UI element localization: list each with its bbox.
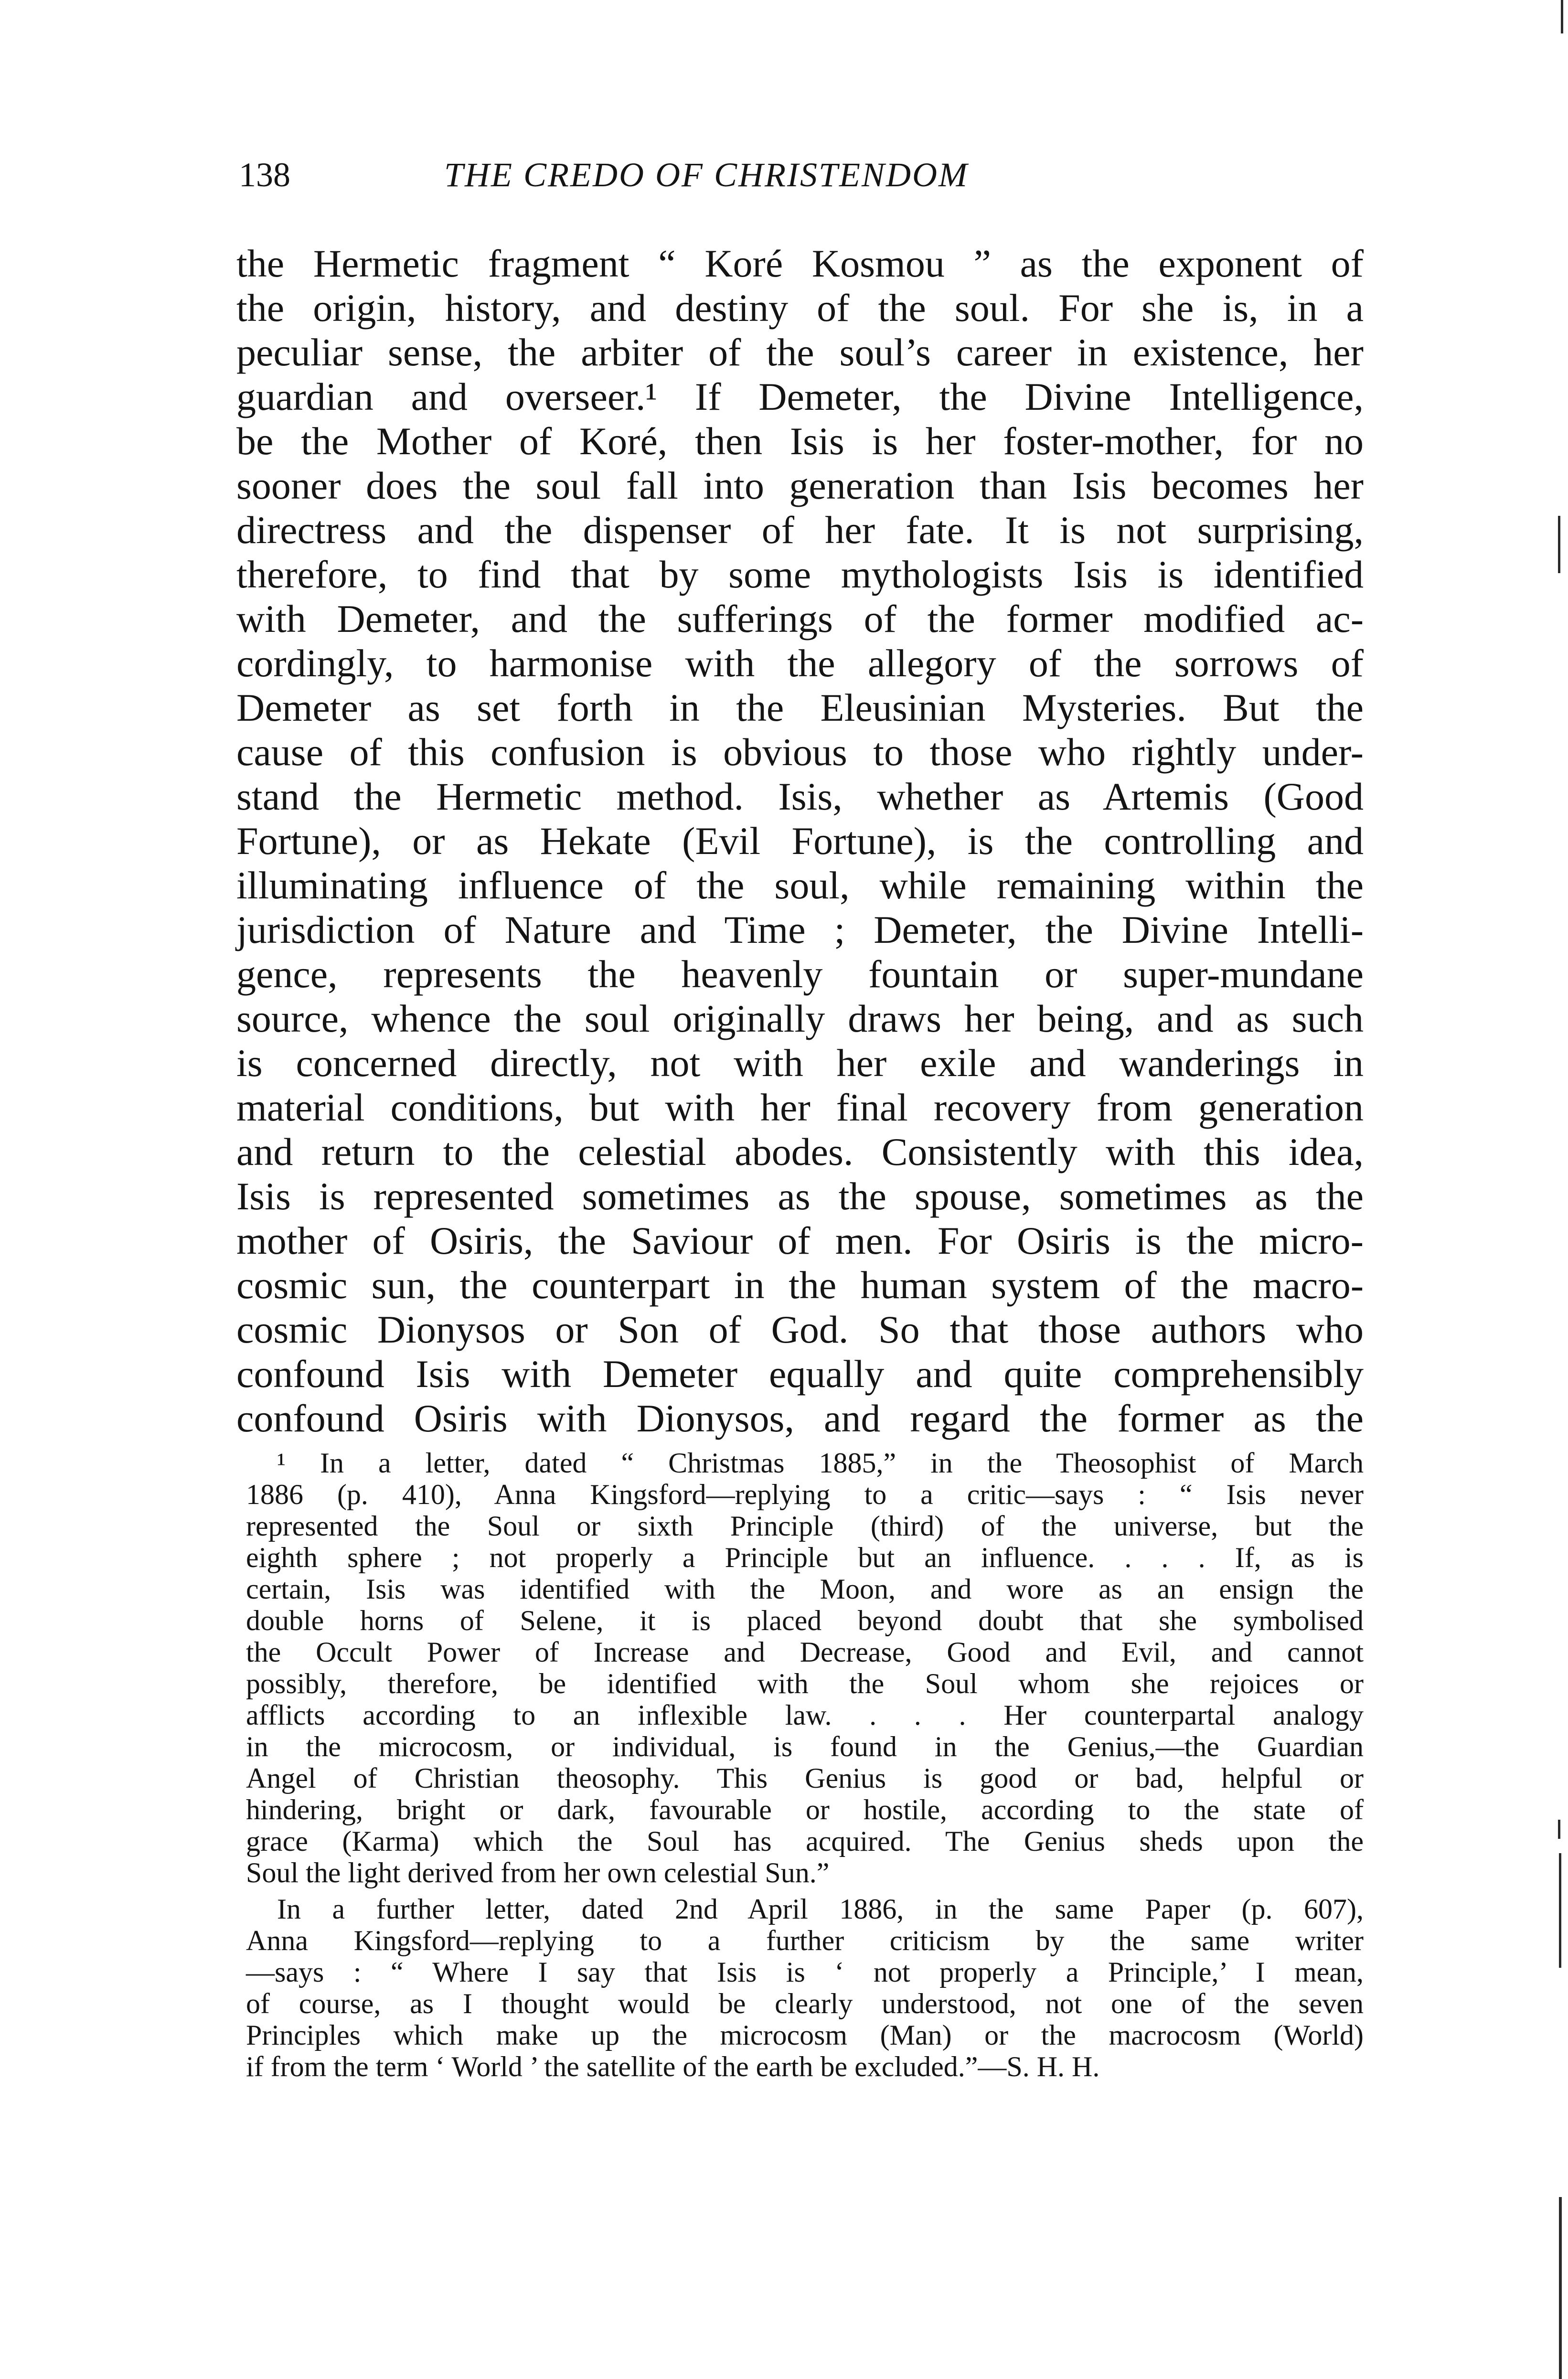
body-line: source, whence the soul originally draws her being, and as such [236,997,1364,1040]
footnote-line: the Occult Power of Increase and Decrease, Good and Evil, and cannot [246,1636,1364,1668]
footnote-1 [246,1447,1364,1888]
scan-mark [1558,516,1560,573]
body-line: with Demeter, and the sufferings of the former modified ac- [236,597,1364,640]
running-title: THE CREDO OF CHRISTENDOM [444,156,969,194]
footnote-line: hindering, bright or dark, favourable or hostile, according to the state of [246,1794,1364,1825]
body-line: mother of Osiris, the Saviour of men. For Osiris is the micro- [236,1219,1364,1262]
footnote-line: double horns of Selene, it is placed beyond doubt that she symbolised [246,1605,1364,1636]
footnote-line: of course, as I thought would be clearly understood, not one of the seven [246,1988,1364,2019]
body-line: stand the Hermetic method. Isis, whether as Artemis (Good [236,775,1364,818]
body-line: be the Mother of Koré, then Isis is her foster-mother, for no [236,419,1364,463]
body-line: cordingly, to harmonise with the allegory of the sorrows of [236,641,1364,685]
body-line: directress and the dispenser of her fate. It is not surprising, [236,508,1364,552]
footnote-line: In a further letter, dated 2nd April 1886, in the same Paper (p. 607), [277,1893,1364,1925]
footnote-continuation [246,1893,1364,2082]
scan-mark [1559,1853,1561,1968]
footnote-line: —says : “ Where I say that Isis is ‘ not properly a Principle,’ I mean, [246,1956,1364,1988]
body-line: illuminating influence of the soul, while remaining within the [236,864,1364,907]
body-line: the origin, history, and destiny of the soul. For she is, in a [236,286,1364,330]
scan-mark [1561,0,1563,33]
body-line: confound Isis with Demeter equally and quite comprehensibly [236,1352,1364,1396]
footnote-line: ¹ In a letter, dated “ Christmas 1885,” in the Theosophist of March [277,1447,1364,1479]
body-text [236,241,1364,1440]
body-line: guardian and overseer.¹ If Demeter, the Divine Intelligence, [236,375,1364,418]
body-line: material conditions, but with her final recovery from generation [236,1086,1364,1129]
body-line: cosmic Dionysos or Son of God. So that those authors who [236,1308,1364,1351]
body-line: is concerned directly, not with her exile and wanderings in [236,1041,1364,1085]
body-line: Demeter as set forth in the Eleusinian Mysteries. But the [236,686,1364,729]
body-line: cosmic sun, the counterpart in the human system of the macro- [236,1263,1364,1307]
footnote-line: Anna Kingsford—replying to a further criticism by the same writer [246,1925,1364,1956]
body-line: Fortune), or as Hekate (Evil Fortune), is the controlling and [236,819,1364,863]
body-line: therefore, to find that by some mythologists Isis is identified [236,553,1364,596]
footnotes [246,1447,1364,2082]
body-line: peculiar sense, the arbiter of the soul’s career in existence, her [236,331,1364,374]
footnote-line: represented the Soul or sixth Principle (third) of the universe, but the [246,1510,1364,1542]
body-line: sooner does the soul fall into generation than Isis becomes her [236,464,1364,507]
footnote-line: eighth sphere ; not properly a Principle but an influence. . . . If, as is [246,1542,1364,1573]
footnote-line: Principles which make up the microcosm (Man) or the macrocosm (World) [246,2019,1364,2051]
scan-mark [1558,1820,1560,1839]
footnote-line: Soul the light derived from her own celestial Sun.” [246,1857,830,1888]
body-line: the Hermetic fragment “ Koré Kosmou ” as the exponent of [236,242,1364,285]
body-line: jurisdiction of Nature and Time ; Demeter, the Divine Intelli- [236,908,1364,951]
body-line: Isis is represented sometimes as the spouse, sometimes as the [236,1174,1364,1218]
footnote-line: in the microcosm, or individual, is found in the Genius,—the Guardian [246,1731,1364,1762]
footnote-line: afflicts according to an inflexible law. . . . Her counterpartal analogy [246,1699,1364,1731]
footnote-line: Angel of Christian theosophy. This Genius is good or bad, helpful or [246,1762,1364,1794]
footnote-spacer [246,1888,1364,1893]
footnote-line: if from the term ‘ World ’ the satellite of the earth be excluded.”—S. H. H. [246,2051,1100,2082]
page-number: 138 [239,156,290,194]
body-line: gence, represents the heavenly fountain or super-mundane [236,952,1364,996]
footnote-line: 1886 (p. 410), Anna Kingsford—replying to a critic—says : “ Isis never [246,1479,1364,1510]
scan-mark [1559,2197,1562,2379]
footnote-line: possibly, therefore, be identified with the Soul whom she rejoices or [246,1668,1364,1699]
footnote-line: grace (Karma) which the Soul has acquired. The Genius sheds upon the [246,1825,1364,1857]
footnote-line: certain, Isis was identified with the Moon, and wore as an ensign the [246,1573,1364,1605]
body-line: cause of this confusion is obvious to those who rightly under- [236,730,1364,774]
body-line: confound Osiris with Dionysos, and regard the former as the [236,1397,1364,1440]
body-line: and return to the celestial abodes. Consistently with this idea, [236,1130,1364,1173]
